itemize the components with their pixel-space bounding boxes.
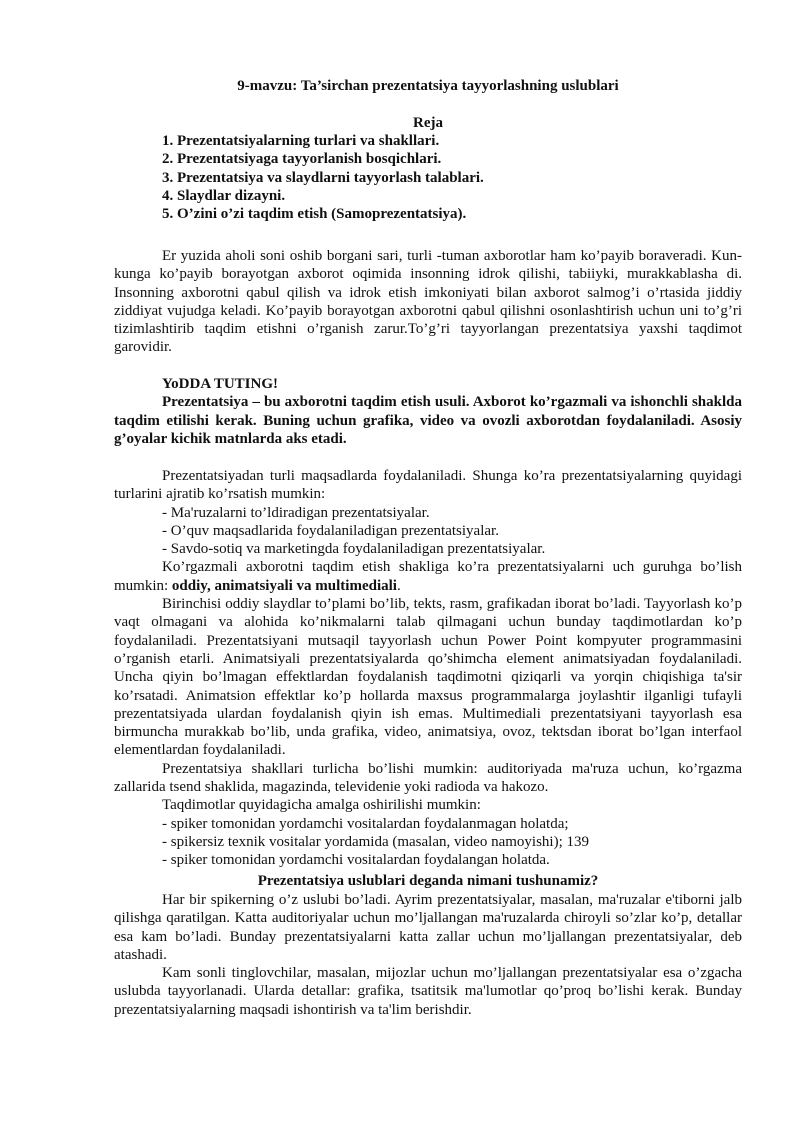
groups-paragraph — [114, 558, 742, 595]
intro-paragraph: Er yuzida aholi soni oshib borgani sari, turli -tuman axborotlar ham ko’payib boraveradi. Kun-kunga ko’payib borayotgan axborot oqimida insonning idrok qilishi, tabiiyki, murakkablasha di. Insonning axborotni qabul qilish va idrok etish imkoniyati bilan axborot salmog’i o’rtasida jiddiy ziddiyat vujudga keladi. Ko’payib borayotgan axborotni qabul qilishni osonlashtirish uchun uni to’g’ri tizimlashtirib taqdim etishni o’rganish zarur.To’g’ri tayyorlangan prezentatsiya yaxshi taqdimot garovidir. — [114, 248, 742, 356]
styles-paragraph: Har bir spikerning o’z uslubi bo’ladi. Ayrim prezentatsiyalar, masalan, ma'ruzalar e'tiborni jalb qilishga qaratilgan. Katta auditoriyalar uchun mo’ljallangan ma'ruzalarda chiroyli so’zlar ko’p, detallar esa kam bo’ladi. Bunday prezentatsiyalarni katta zallar uchun mo’ljallangan prezentatsiyalar, deb atashadi. — [114, 892, 742, 963]
plan-item: 1. Prezentatsiyalarning turlari va shakllari. — [162, 133, 440, 149]
list-item: - O’quv maqsadlarida foydalaniladigan prezentatsiyalar. — [162, 522, 499, 539]
forms-paragraph: Birinchisi oddiy slaydlar to’plami bo’lib, tekts, rasm, grafikadan iborat bo’ladi. Tayyorlash ko’p vaqt olmagani va alohida ko’nikmalarni talab qilmagani uchun bunday taqdimotlardan ko’p foydalaniladi. Prezentatsiyani mutsaqil tayyorlash uchun Power Point kompyuter programmasini o’rganish etarli. Animatsiyali prezentatsiyalarda qo’shimcha element animatsiyadan foydalaniladi. Uncha qiyin bo’lmagan effektlardan foydalanish taqdimotni qiziqarli va yorqin chiqishiga ta'sir ko’rsatadi. Animatsion effektlar ko’p hollarda maxsus programmalarga joylashtir ilganligi tufayli prezentatsiyada ulardan foydalanish qiyin ish emas. Multimediali prezentatsiyani tayyorlash esa birmuncha murakkab bo’lib, unda grafika, video, animatsiya, ovoz, tektsdan iborat bo’lgan interfaol elementlardan foydalaniladi. — [114, 596, 742, 759]
styles-section — [114, 891, 742, 1019]
groups-end: . — [396, 577, 401, 594]
groups-bold: oddiy, animatsiyali va multimediali — [171, 577, 397, 594]
plan-item: 3. Prezentatsiya va slaydlarni tayyorlash talablari. — [162, 169, 484, 186]
intro-block — [114, 247, 742, 357]
groups-lead: Ko’rgazmali axborotni taqdim etish shakliga ko’ra prezentatsiyalarni uch guruhga bo’lish mumkin: — [114, 559, 742, 594]
list-item: - Savdo-sotiq va marketingda foydalaniladigan prezentatsiyalar. — [162, 541, 546, 558]
types-intro: Prezentatsiyadan turli maqsadlarda foydalaniladi. Shunga ko’ra prezentatsiyalarning quyidagi turlarini ajratib ko’rsatish mumkin: — [114, 468, 742, 503]
remember-text: Prezentatsiya – bu axborotni taqdim etish usuli. Axborot ko’rgazmali va ishonchli shaklda taqdim etilishi kerak. Buning uchun grafika, video va ovozli axborotdan foydalaniladi. Asosiy g’oyalar kichik matnlarda aks etadi. — [114, 394, 742, 447]
shapes-paragraph: Prezentatsiya shakllari turlicha bo’lishi mumkin: auditoriyada ma'ruza uchun, ko’rgazma zallarida tsend shaklida, magazinda, televidenie yoki radioda va hakozo. — [114, 760, 742, 796]
delivery-intro: Taqdimotlar quyidagicha amalga oshirilishi mumkin: — [162, 797, 481, 814]
section-heading: Prezentatsiya uslublari deganda nimani tushunamiz? — [257, 873, 599, 889]
styles-paragraph: Kam sonli tinglovchilar, masalan, mijozlar uchun mo’ljallangan prezentatsiyalar esa o’zgacha uslubda tayyorlanadi. Ularda detallar: grafika, tsatitsik ma'lumotlar qo’proq bo’lishi kerak. Bunday prezentatsiyalarning maqsadi ishontirish va ta'lim berishdir. — [114, 965, 742, 1018]
remember-block — [114, 375, 742, 448]
list-item: - spiker tomonidan yordamchi vositalardan foydalangan holatda. — [162, 852, 550, 869]
plan-item: 2. Prezentatsiyaga tayyorlanish bosqichlari. — [162, 151, 442, 168]
plan-heading: Reja — [413, 115, 443, 131]
types-section — [114, 467, 742, 870]
list-item: - spiker tomonidan yordamchi vositalardan foydalanmagan holatda; — [162, 815, 569, 832]
list-item: - Ma'ruzalarni to’ldiradigan prezentatsiyalar. — [162, 504, 430, 521]
plan-item: 4. Slaydlar dizayni. — [162, 187, 286, 204]
document-title: 9-mavzu: Ta’sirchan prezentatsiya tayyorlashning uslublari — [237, 78, 619, 94]
plan-item: 5. O’zini o’zi taqdim etish (Samoprezentatsiya). — [162, 206, 467, 223]
remember-heading: YoDDA TUTING! — [162, 376, 278, 392]
list-item: - spikersiz texnik vositalar yordamida (masalan, video namoyishi); 139 — [162, 833, 589, 850]
plan-list — [162, 132, 484, 223]
